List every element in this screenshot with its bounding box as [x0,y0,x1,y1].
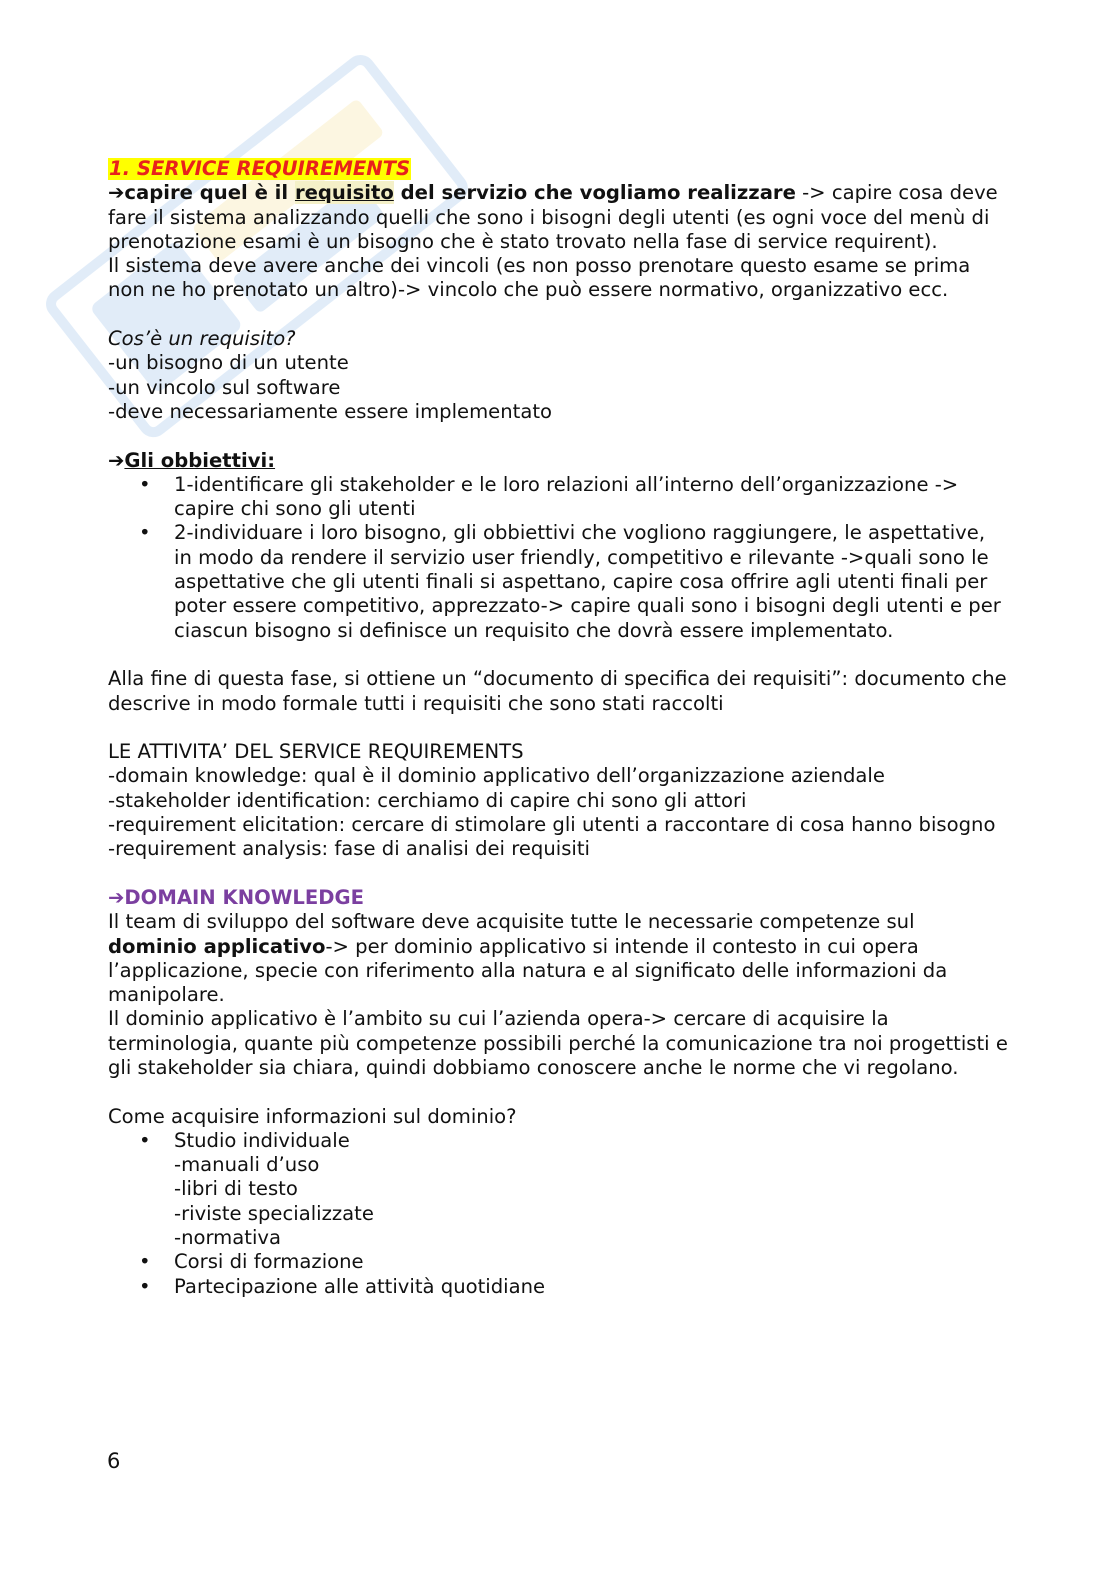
list-item: • Partecipazione alle attività quotidiane [108,1275,1008,1299]
fine-fase-paragraph: Alla fine di questa fase, si ottiene un “documento di specifica dei requisiti”: documento che descrive in modo formale tutti i requisiti che sono stati raccolti [108,667,1007,715]
arrow-icon: ➔ [108,181,125,205]
sub-item: -libri di testo [174,1177,298,1201]
page-number: 6 [107,1449,121,1473]
domain-heading: ➔DOMAIN KNOWLEDGE [108,885,364,909]
intro-paragraph: ➔capire quel è il requisito del servizio che vogliamo realizzare -> capire cosa deve fare il sistema analizzando quelli che sono i bisogni degli utenti (es ogni voce del menù di prenotazione esami è un bisogno che è stato trovato nella fase di service requirent). [108,181,998,253]
arrow-icon: ➔ [108,885,125,909]
list-item: • 2-individuare i loro bisogno, gli obbiettivi che vogliono raggiungere, le aspettative, in modo da rendere il servizio user friendly, competitivo e rilevante ->quali sono le aspettative che gli utenti finali si aspettano, capire cosa offrire agli utenti finali per poter essere competitivo, apprezzato-> capire quali sono i bisogni degli utenti e per ciascun bisogno si definisce un requisito che dovrà essere implementato. [108,521,1008,642]
list-item: -domain knowledge: qual è il dominio applicativo dell’organizzazione aziendale [108,764,885,788]
obiettivi-list [108,473,1008,643]
requisito-term: requisito [294,181,394,205]
acquisire-question: Come acquisire informazioni sul dominio? [108,1104,517,1128]
sub-item: -normativa [174,1226,282,1250]
domain-paragraph-2: Il dominio applicativo è l’ambito su cui l’azienda opera-> cercare di acquisire la terminologia, quante più competenze possibili perché la comunicazione tra noi progettisti e gli stakeholder sia chiara, quindi dobbiamo conoscere anche le norme che vi regolano. [108,1007,1008,1079]
domain-paragraph-1: Il team di sviluppo del software deve acquisite tutte le necessarie competenze sul dominio applicativo-> per dominio applicativo si intende il contesto in cui opera l’applicazione, specie con riferimento alla natura e al significato delle informazioni da manipolare. [108,910,948,1007]
obiettivi-heading: ➔Gli obbiettivi: [108,448,276,472]
acquisire-list-2 [108,1250,1008,1299]
list-item: -requirement elicitation: cercare di stimolare gli utenti a raccontare di cosa hanno bisogno [108,813,996,837]
arrow-icon: ➔ [108,448,125,472]
list-item: -un vincolo sul software [108,375,341,399]
sub-item: -manuali d’uso [174,1153,320,1177]
list-item: • Corsi di formazione [108,1250,1008,1274]
list-item: • Studio individuale [108,1129,1008,1153]
list-item: -stakeholder identification: cerchiamo di capire chi sono gli attori [108,788,747,812]
list-item: • 1-identificare gli stakeholder e le loro relazioni all’interno dell’organizzazione -> capire chi sono gli utenti [108,473,1008,522]
section-title: 1. SERVICE REQUIREMENTS [109,157,411,180]
attivita-heading: LE ATTIVITA’ DEL SERVICE REQUIREMENTS [108,740,524,764]
list-item: -un bisogno di un utente [108,351,349,375]
list-item: -requirement analysis: fase di analisi dei requisiti [108,837,590,861]
vincoli-paragraph: Il sistema deve avere anche dei vincoli (es non posso prenotare questo esame se prima non ne ho prenotato un altro)-> vincolo che può essere normativo, organizzativo ecc. [108,254,971,302]
requisito-question: Cos’è un requisito? [108,327,296,351]
list-item: -deve necessariamente essere implementato [108,399,553,423]
document-body [108,157,1008,1299]
sub-item: -riviste specializzate [174,1201,374,1225]
acquisire-list [108,1129,1008,1153]
